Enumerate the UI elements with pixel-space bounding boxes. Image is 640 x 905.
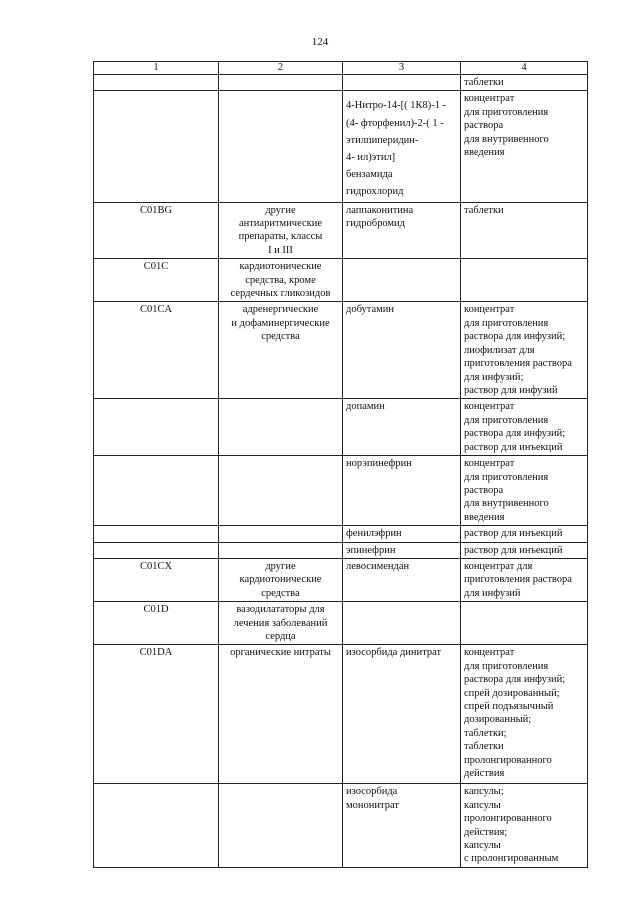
group-name-line: органические нитраты bbox=[230, 647, 331, 659]
dosage-form-cell bbox=[461, 399, 588, 456]
dosage-form-line: концентрат bbox=[464, 401, 515, 413]
table-row bbox=[94, 602, 588, 645]
dosage-form-line: раствора bbox=[464, 120, 504, 132]
group-name-line: сердечных гликозидов bbox=[230, 288, 331, 300]
group-name-line: препараты, классы bbox=[238, 231, 323, 243]
substance-cell bbox=[343, 602, 461, 645]
dosage-form-line: концентрат для bbox=[464, 560, 533, 572]
column-header: 3 bbox=[343, 62, 461, 75]
dosage-form-cell bbox=[461, 259, 588, 302]
substance-name-line: эпинефрин bbox=[346, 544, 396, 556]
group-name-line: средства, кроме bbox=[245, 274, 316, 286]
atc-code: C01CA bbox=[139, 304, 173, 316]
substance-cell bbox=[343, 259, 461, 302]
substance-name-line: мононитрат bbox=[346, 799, 399, 811]
table-row bbox=[94, 202, 588, 259]
dosage-form-line: спрей дозированный; bbox=[464, 687, 560, 699]
group-name-line: антиаритмические bbox=[238, 218, 323, 230]
group-name-line: I и III bbox=[268, 244, 293, 256]
atc-code: C01D bbox=[143, 604, 169, 616]
dosage-form-line: таблетки; bbox=[464, 727, 507, 739]
dosage-form-line: введения bbox=[464, 511, 505, 523]
substance-cell bbox=[343, 91, 461, 202]
group-cell bbox=[219, 526, 343, 542]
group-name-line: кардиотонические bbox=[239, 261, 322, 273]
dosage-form-line: таблетки bbox=[464, 741, 504, 753]
table-row bbox=[94, 75, 588, 91]
substance-cell bbox=[343, 542, 461, 558]
atc-code: C01DA bbox=[139, 647, 173, 659]
atc-code: C01C bbox=[143, 261, 169, 273]
substance-name-line: 4- ил)этил] bbox=[346, 152, 396, 164]
dosage-form-cell bbox=[461, 558, 588, 601]
dosage-form-line: раствор для инъекций bbox=[464, 441, 563, 453]
table-row bbox=[94, 784, 588, 867]
dosage-form-cell bbox=[461, 526, 588, 542]
substance-name-line: гидробромид bbox=[346, 218, 406, 230]
group-cell bbox=[219, 542, 343, 558]
dosage-form-line: раствор для инъекций bbox=[464, 528, 563, 540]
group-name-line: другие bbox=[265, 204, 296, 216]
substance-cell bbox=[343, 784, 461, 867]
substance-cell bbox=[343, 526, 461, 542]
dosage-form-line: капсулы; bbox=[464, 786, 504, 798]
dosage-form-line: для инфузий bbox=[464, 587, 521, 599]
dosage-form-line: таблетки bbox=[464, 204, 504, 216]
dosage-form-line: с пролонгированным bbox=[464, 853, 559, 865]
atc-code-cell bbox=[94, 456, 219, 526]
dosage-form-line: спрей подъязычный bbox=[464, 701, 554, 712]
substance-name-line: изосорбида динитрат bbox=[346, 647, 442, 659]
dosage-form-line: раствора для инфузий; bbox=[464, 331, 566, 343]
group-name-line: сердца bbox=[265, 630, 296, 642]
atc-code-cell bbox=[94, 602, 219, 645]
group-cell bbox=[219, 259, 343, 302]
group-name-line: другие bbox=[265, 560, 296, 572]
substance-name-line: гидрохлорид bbox=[346, 186, 404, 198]
dosage-form-line: для приготовления bbox=[464, 471, 549, 483]
column-header: 4 bbox=[461, 62, 588, 75]
dosage-form-cell bbox=[461, 302, 588, 399]
table-row bbox=[94, 526, 588, 542]
substance-cell bbox=[343, 302, 461, 399]
group-name-line: кардиотонические bbox=[239, 574, 322, 586]
dosage-form-line: пролонгированного bbox=[464, 813, 552, 825]
group-name-line: вазодилататоры для bbox=[236, 604, 325, 616]
dosage-form-cell bbox=[461, 91, 588, 202]
atc-code-cell bbox=[94, 542, 219, 558]
group-name-line: средства bbox=[261, 587, 300, 599]
dosage-form-line: раствор для инъекций bbox=[464, 544, 563, 556]
dosage-form-cell bbox=[461, 542, 588, 558]
substance-cell bbox=[343, 456, 461, 526]
dosage-form-line: дозированный; bbox=[464, 714, 532, 726]
dosage-form-line: капсулы bbox=[464, 840, 501, 851]
substance-cell bbox=[343, 75, 461, 91]
group-cell bbox=[219, 784, 343, 867]
dosage-form-line: концентрат bbox=[464, 647, 515, 659]
dosage-form-line: раствора для инфузий; bbox=[464, 674, 566, 686]
table-row bbox=[94, 91, 588, 202]
dosage-form-line: концентрат bbox=[464, 458, 515, 470]
group-cell bbox=[219, 399, 343, 456]
table-row bbox=[94, 302, 588, 399]
drug-table bbox=[93, 61, 588, 868]
table-row bbox=[94, 542, 588, 558]
table-row bbox=[94, 645, 588, 784]
dosage-form-cell bbox=[461, 456, 588, 526]
dosage-form-line: введения bbox=[464, 147, 505, 159]
header-row bbox=[94, 62, 588, 75]
dosage-form-line: пролонгированного bbox=[464, 754, 552, 766]
atc-code: C01CX bbox=[139, 560, 173, 572]
group-cell bbox=[219, 75, 343, 91]
substance-name-line: норэпинефрин bbox=[346, 458, 412, 470]
group-cell bbox=[219, 202, 343, 259]
group-cell bbox=[219, 645, 343, 784]
group-name-line: адренергические bbox=[242, 304, 319, 316]
substance-cell bbox=[343, 645, 461, 784]
dosage-form-line: лиофилизат для bbox=[464, 344, 535, 356]
table-row bbox=[94, 456, 588, 526]
substance-name-line: лаппаконитина bbox=[346, 204, 414, 216]
dosage-form-line: приготовления раствора bbox=[464, 574, 572, 586]
dosage-form-line: для приготовления bbox=[464, 660, 549, 672]
substance-name-line: 4-Нитро-14-[( 1К8)-1 - bbox=[346, 100, 447, 112]
atc-code-cell bbox=[94, 784, 219, 867]
dosage-form-line: для приготовления bbox=[464, 106, 549, 118]
atc-code-cell bbox=[94, 558, 219, 601]
group-cell bbox=[219, 302, 343, 399]
column-header: 1 bbox=[94, 62, 219, 75]
dosage-form-line: действия; bbox=[464, 826, 508, 838]
atc-code-cell bbox=[94, 259, 219, 302]
atc-code-cell bbox=[94, 202, 219, 259]
group-cell bbox=[219, 91, 343, 202]
substance-name-line: фенилэфрин bbox=[346, 528, 402, 540]
dosage-form-cell bbox=[461, 202, 588, 259]
page-number: 124 bbox=[311, 36, 329, 48]
dosage-form-cell bbox=[461, 75, 588, 91]
dosage-form-line: таблетки bbox=[464, 77, 504, 88]
substance-cell bbox=[343, 202, 461, 259]
substance-name-line: бензамида bbox=[346, 169, 393, 181]
dosage-form-line: для приготовления bbox=[464, 414, 549, 426]
substance-name-line: (4- фторфенил)-2-( 1 - bbox=[346, 117, 444, 129]
substance-name-line: этилпиперидин- bbox=[346, 134, 419, 146]
atc-code-cell bbox=[94, 75, 219, 91]
dosage-form-line: для приготовления bbox=[464, 317, 549, 329]
dosage-form-line: раствора для инфузий; bbox=[464, 428, 566, 440]
dosage-form-cell bbox=[461, 784, 588, 867]
group-name-line: и дофаминергические bbox=[231, 317, 330, 329]
dosage-form-line: действия bbox=[464, 768, 505, 780]
atc-code-cell bbox=[94, 645, 219, 784]
group-name-line: лечения заболеваний bbox=[233, 617, 328, 629]
substance-name-line: допамин bbox=[346, 401, 385, 413]
table-row bbox=[94, 558, 588, 601]
dosage-form-line: капсулы bbox=[464, 799, 501, 811]
dosage-form-line: концентрат bbox=[464, 304, 515, 316]
table-row bbox=[94, 259, 588, 302]
group-name-line: средства bbox=[261, 331, 300, 343]
dosage-form-line: приготовления раствора bbox=[464, 358, 572, 370]
group-cell bbox=[219, 558, 343, 601]
group-cell bbox=[219, 456, 343, 526]
group-cell bbox=[219, 602, 343, 645]
dosage-form-line: раствора bbox=[464, 484, 504, 496]
substance-name-line: левосимендан bbox=[346, 560, 410, 572]
atc-code-cell bbox=[94, 302, 219, 399]
substance-name-line: добутамин bbox=[346, 304, 395, 316]
table-row bbox=[94, 399, 588, 456]
dosage-form-line: для внутривенного bbox=[464, 133, 549, 145]
dosage-form-line: для внутривенного bbox=[464, 498, 549, 510]
dosage-form-line: для инфузий; bbox=[464, 371, 524, 383]
atc-code-cell bbox=[94, 399, 219, 456]
dosage-form-cell bbox=[461, 602, 588, 645]
dosage-form-line: концентрат bbox=[464, 93, 515, 105]
dosage-form-line: раствор для инфузий bbox=[464, 384, 558, 396]
substance-name-line: изосорбида bbox=[346, 786, 398, 798]
substance-cell bbox=[343, 558, 461, 601]
atc-code-cell bbox=[94, 91, 219, 202]
column-header: 2 bbox=[219, 62, 343, 75]
dosage-form-cell bbox=[461, 645, 588, 784]
atc-code: C01BG bbox=[139, 204, 173, 216]
atc-code-cell bbox=[94, 526, 219, 542]
substance-cell bbox=[343, 399, 461, 456]
